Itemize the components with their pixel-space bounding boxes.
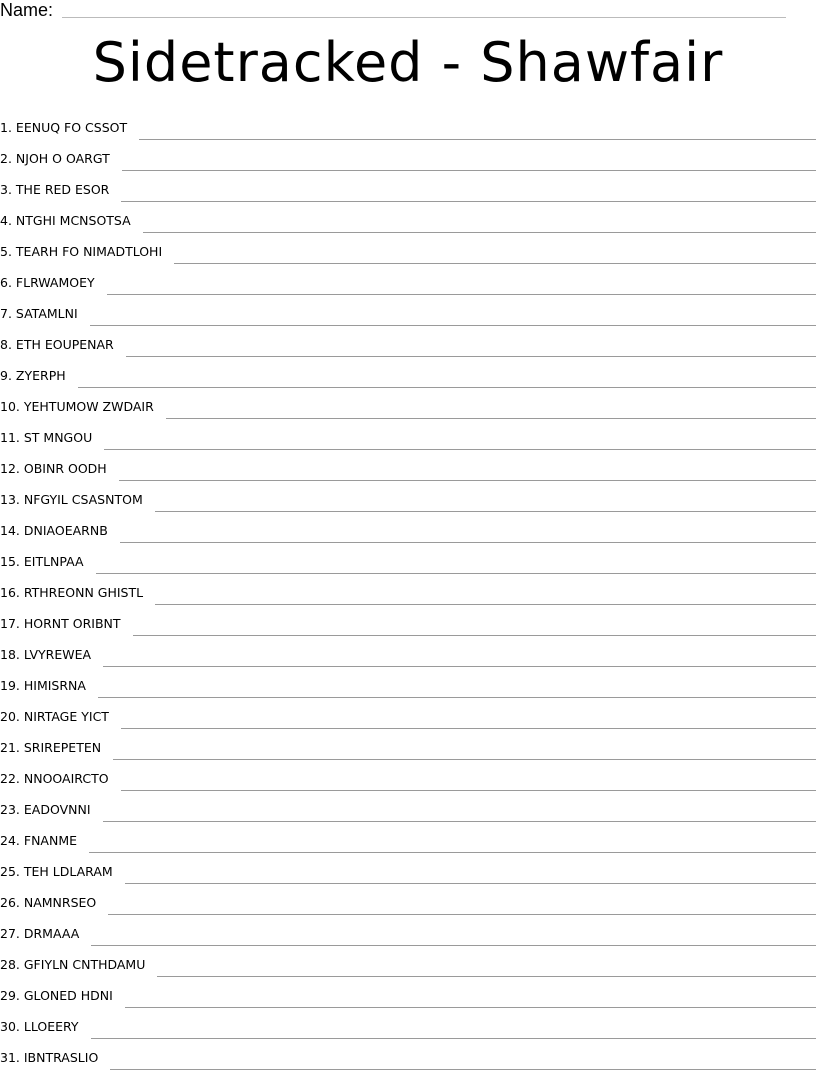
item-number: 15. [0,554,20,569]
answer-line[interactable] [174,263,816,264]
scrambled-word-label [0,399,166,415]
answer-line[interactable] [155,511,816,512]
scrambled-word: ZYERPH [15,368,66,383]
answer-line[interactable] [143,232,816,233]
scrambled-word-label [0,926,91,942]
answer-line[interactable] [107,294,816,295]
item-number: 1. [0,120,12,135]
name-row [0,0,53,20]
scrambled-word-label [0,430,104,446]
scrambled-word-label [0,244,174,260]
list-item [0,636,816,667]
scrambled-word: LLOEERY [23,1019,79,1034]
answer-line[interactable] [133,635,816,636]
item-number: 16. [0,585,20,600]
item-number: 28. [0,957,20,972]
scrambled-word-label [0,895,108,911]
list-item [0,109,816,140]
scrambled-word-label [0,585,155,601]
scrambled-word: ST MNGOU [23,430,93,445]
item-number: 29. [0,988,20,1003]
scrambled-word-label [0,802,103,818]
answer-line[interactable] [125,1007,816,1008]
scrambled-word-label [0,213,143,229]
scrambled-word-label [0,709,121,725]
scrambled-word-label [0,275,107,291]
scrambled-word-label [0,988,125,1004]
scrambled-word: DNIAOEARNB [23,523,108,538]
list-item [0,791,816,822]
list-item [0,977,816,1008]
scrambled-word: GLONED HDNI [23,988,113,1003]
answer-line[interactable] [89,852,816,853]
list-item [0,233,816,264]
scrambled-word: IBNTRASLIO [23,1050,99,1065]
scrambled-word-label [0,1050,110,1066]
answer-line[interactable] [113,759,816,760]
scrambled-word: ETH EOUPENAR [15,337,114,352]
item-number: 17. [0,616,20,631]
scrambled-word: NNOOAIRCTO [23,771,109,786]
list-item [0,1008,816,1039]
scrambled-word-label [0,182,121,198]
scrambled-word: TEARH FO NIMADTLOHI [15,244,163,259]
item-number: 3. [0,182,12,197]
answer-line[interactable] [126,356,816,357]
item-number: 23. [0,802,20,817]
scrambled-word-label [0,492,155,508]
unscramble-list [0,109,816,1070]
answer-line[interactable] [121,201,816,202]
answer-line[interactable] [125,883,816,884]
item-number: 14. [0,523,20,538]
page-title: Sidetracked - Shawfair [92,31,724,94]
answer-line[interactable] [103,821,816,822]
scrambled-word-label [0,461,119,477]
list-item [0,264,816,295]
scrambled-word-label [0,678,98,694]
answer-line[interactable] [122,170,816,171]
answer-line[interactable] [90,325,816,326]
scrambled-word-label [0,864,125,880]
item-number: 12. [0,461,20,476]
list-item [0,481,816,512]
scrambled-word: TEH LDLARAM [23,864,113,879]
item-number: 20. [0,709,20,724]
item-number: 5. [0,244,12,259]
scrambled-word: NFGYIL CSASNTOM [23,492,143,507]
list-item [0,915,816,946]
scrambled-word: SRIREPETEN [23,740,102,755]
list-item [0,760,816,791]
answer-line[interactable] [104,449,816,450]
scrambled-word-label [0,771,121,787]
scrambled-word: HORNT ORIBNT [23,616,121,631]
item-number: 21. [0,740,20,755]
list-item [0,698,816,729]
scrambled-word: FNANME [23,833,77,848]
answer-line[interactable] [121,728,816,729]
item-number: 11. [0,430,20,445]
item-number: 10. [0,399,20,414]
scrambled-word-label [0,647,103,663]
answer-line[interactable] [119,480,816,481]
answer-line[interactable] [91,1038,816,1039]
list-item [0,729,816,760]
answer-line[interactable] [121,790,816,791]
scrambled-word-label [0,120,139,136]
item-number: 6. [0,275,12,290]
name-label: Name: [0,0,54,20]
scrambled-word-label [0,957,157,973]
scrambled-word: YEHTUMOW ZWDAIR [23,399,154,414]
list-item [0,202,816,233]
scrambled-word: NAMNRSEO [23,895,97,910]
answer-line[interactable] [91,945,816,946]
scrambled-word: NJOH O OARGT [15,151,110,166]
item-number: 25. [0,864,20,879]
scrambled-word-label [0,740,113,756]
item-number: 30. [0,1019,20,1034]
list-item [0,140,816,171]
scrambled-word-label [0,151,122,167]
list-item [0,388,816,419]
item-number: 18. [0,647,20,662]
scrambled-word-label [0,306,90,322]
item-number: 19. [0,678,20,693]
list-item [0,1039,816,1070]
scrambled-word: LVYREWEA [23,647,92,662]
item-number: 8. [0,337,12,352]
item-number: 22. [0,771,20,786]
item-number: 7. [0,306,12,321]
answer-line[interactable] [157,976,816,977]
scrambled-word-label [0,554,96,570]
scrambled-word: RTHREONN GHISTL [23,585,144,600]
answer-line[interactable] [108,914,816,915]
name-input-line[interactable] [62,17,786,18]
item-number: 24. [0,833,20,848]
list-item [0,450,816,481]
scrambled-word-label [0,368,78,384]
scrambled-word-label [0,523,120,539]
answer-line[interactable] [120,542,816,543]
scrambled-word: THE RED ESOR [15,182,110,197]
list-item [0,419,816,450]
scrambled-word: HIMISRNA [23,678,86,693]
item-number: 27. [0,926,20,941]
scrambled-word: EADOVNNI [23,802,91,817]
answer-line[interactable] [139,139,816,140]
scrambled-word-label [0,1019,91,1035]
scrambled-word: EITLNPAA [23,554,84,569]
list-item [0,543,816,574]
list-item [0,853,816,884]
scrambled-word: FLRWAMOEY [15,275,95,290]
answer-line[interactable] [155,604,816,605]
list-item [0,946,816,977]
scrambled-word: DRMAAA [23,926,80,941]
scrambled-word-label [0,616,133,632]
scrambled-word: GFIYLN CNTHDAMU [23,957,146,972]
list-item [0,326,816,357]
answer-line[interactable] [78,387,816,388]
item-number: 2. [0,151,12,166]
answer-line[interactable] [98,697,816,698]
item-number: 13. [0,492,20,507]
scrambled-word: OBINR OODH [23,461,107,476]
scrambled-word-label [0,833,89,849]
item-number: 4. [0,213,12,228]
list-item [0,822,816,853]
scrambled-word: NTGHI MCNSOTSA [15,213,131,228]
list-item [0,605,816,636]
list-item [0,357,816,388]
scrambled-word: EENUQ FO CSSOT [15,120,128,135]
list-item [0,295,816,326]
scrambled-word: NIRTAGE YICT [23,709,109,724]
list-item [0,512,816,543]
scrambled-word-label [0,337,126,353]
answer-line[interactable] [103,666,816,667]
list-item [0,667,816,698]
answer-line[interactable] [166,418,816,419]
item-number: 9. [0,368,12,383]
list-item [0,574,816,605]
answer-line[interactable] [96,573,816,574]
scrambled-word: SATAMLNI [15,306,78,321]
item-number: 31. [0,1050,20,1065]
item-number: 26. [0,895,20,910]
list-item [0,884,816,915]
list-item [0,171,816,202]
